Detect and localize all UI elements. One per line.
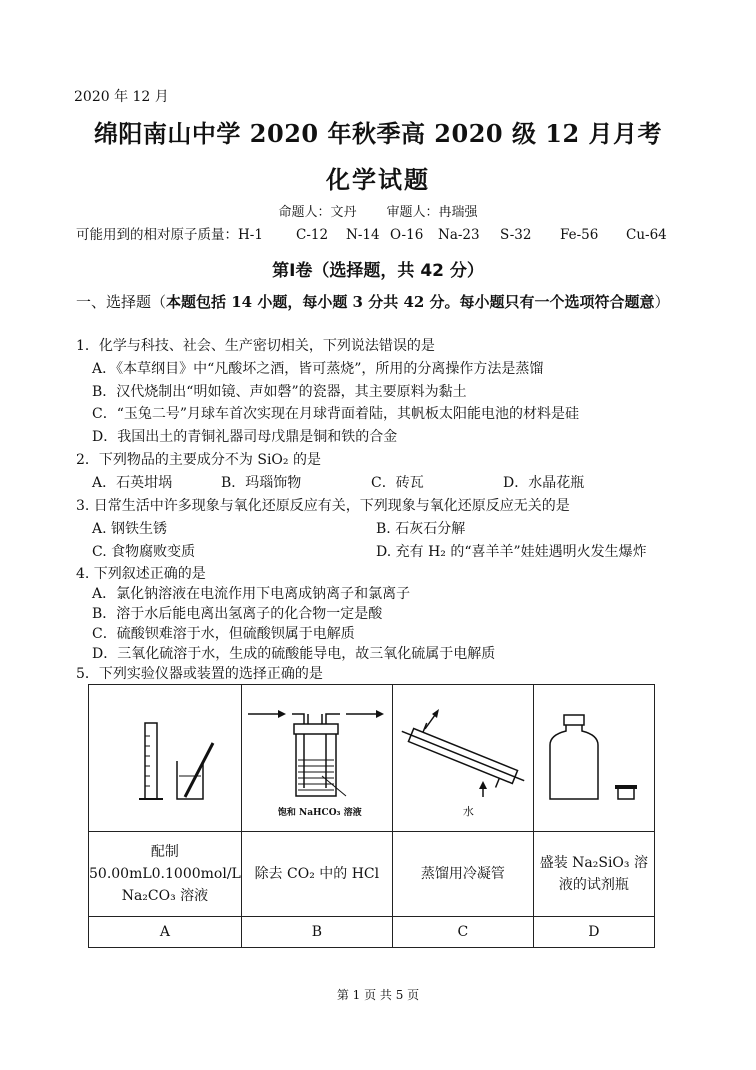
mass-cu: Cu-64	[626, 227, 667, 243]
option-label-c: C	[392, 917, 533, 948]
question-3-option-c: C. 食物腐败变质	[92, 544, 196, 560]
description-a	[89, 832, 242, 917]
description-a-line-1: 配制	[150, 844, 179, 860]
description-a-line-3: Na₂CO₃ 溶液	[121, 888, 209, 904]
reviewer: 审题人：冉瑞强	[386, 205, 478, 220]
question-2-option-a: A．石英坩埚	[92, 475, 173, 491]
setter: 命题人：文丹	[278, 205, 357, 220]
question-2-option-b: B．玛瑙饰物	[221, 475, 302, 491]
question-2-option-d: D．水晶花瓶	[503, 475, 585, 491]
option-label-d: D	[533, 917, 654, 948]
mass-fe: Fe-56	[560, 227, 599, 243]
exam-subtitle: 化学试题	[326, 165, 430, 194]
caption-water: 水	[462, 805, 474, 818]
question-4-option-c: C．硫酸钡难溶于水，但硫酸钡属于电解质	[92, 626, 355, 642]
question-1-option-d: D．我国出土的青铜礼器司母戊鼎是铜和铁的合金	[92, 429, 398, 445]
question-4-option-b: B．溶于水后能电离出氢离子的化合物一定是酸	[92, 606, 383, 622]
section-instructions	[76, 290, 696, 314]
page-footer: 第 1 页 共 5 页	[336, 988, 420, 1002]
description-c	[392, 832, 533, 917]
section-title: 第Ⅰ卷（选择题，共 42 分）	[272, 261, 484, 281]
exam-date: 2020 年 12 月	[74, 89, 169, 105]
instructions-bold: 本题包括 14 小题，每小题 3 分共 42 分。每小题只有一个选项符合题意	[166, 293, 655, 311]
question-5-stem: 5．下列实验仪器或装置的选择正确的是	[76, 666, 323, 682]
question-3-option-b: B. 石灰石分解	[376, 521, 466, 537]
option-label-a: A	[89, 917, 242, 948]
description-b-line-1: 除去 CO₂ 中的 HCl	[254, 866, 380, 882]
question-1-option-a: A．《本草纲目》中“凡酸坏之酒，皆可蒸烧”，所用的分离操作方法是蒸馏	[92, 361, 544, 377]
description-c-line-1: 蒸馏用冷凝管	[420, 866, 505, 882]
mass-o: O-16	[390, 227, 424, 243]
exam-title: 绵阳南山中学 2020 年秋季高 2020 级 12 月月考	[93, 119, 663, 148]
question-1-stem: 1．化学与科技、社会、生产密切相关，下列说法错误的是	[76, 338, 435, 354]
atomic-masses-line	[76, 223, 667, 243]
mass-na: Na-23	[438, 227, 480, 243]
apparatus-cell-d	[533, 685, 654, 832]
apparatus-table	[88, 684, 655, 948]
apparatus-cell-a	[89, 685, 242, 832]
apparatus-cell-c	[392, 685, 533, 832]
gas-washing-bottle-icon	[242, 696, 392, 816]
caption-nahco3: 饱和 NaHCO₃ 溶液	[277, 808, 362, 818]
question-2-option-c: C．砖瓦	[371, 475, 424, 491]
instructions-suffix: ）	[654, 293, 670, 311]
question-3-option-d: D. 充有 H₂ 的“喜羊羊”娃娃遇明火发生爆炸	[376, 544, 647, 560]
mass-s: S-32	[500, 227, 532, 243]
description-a-line-2: 50.00mL0.1000mol/L	[89, 866, 241, 882]
apparatus-cell-b	[241, 685, 392, 832]
mass-n: N-14	[346, 227, 380, 243]
question-2-stem: 2．下列物品的主要成分不为 SiO₂ 的是	[76, 452, 321, 468]
question-1-option-c: C．“玉兔二号”月球车首次实现在月球背面着陆，其帆板太阳能电池的材料是硅	[92, 406, 580, 422]
question-3-option-a: A. 钢铁生锈	[92, 521, 168, 537]
authors-line	[0, 201, 756, 220]
mass-c: C-12	[296, 227, 329, 243]
option-label-b: B	[241, 917, 392, 948]
condenser-icon	[393, 701, 533, 811]
measuring-cylinder-beaker-icon	[105, 701, 225, 811]
instructions-prefix: 一、选择题（	[76, 293, 167, 311]
question-4-stem: 4. 下列叙述正确的是	[76, 566, 206, 582]
question-1-option-b: B．汉代烧制出“明如镜、声如磬”的瓷器，其主要原料为黏土	[92, 384, 467, 400]
description-d	[533, 832, 654, 917]
question-4-option-d: D．三氧化硫溶于水，生成的硫酸能导电，故三氧化硫属于电解质	[92, 646, 496, 662]
mass-h: H-1	[238, 227, 263, 243]
atomic-masses-label: 可能用到的相对原子质量：	[76, 227, 238, 243]
question-4-option-a: A．氯化钠溶液在电流作用下电离成钠离子和氯离子	[92, 586, 411, 602]
reagent-bottle-icon	[534, 701, 654, 811]
description-b	[241, 832, 392, 917]
question-3-stem: 3. 日常生活中许多现象与氧化还原反应有关，下列现象与氧化还原反应无关的是	[76, 498, 570, 514]
description-d-line-1: 盛装 Na₂SiO₃ 溶	[539, 855, 648, 871]
description-d-line-2: 液的试剂瓶	[558, 877, 629, 893]
